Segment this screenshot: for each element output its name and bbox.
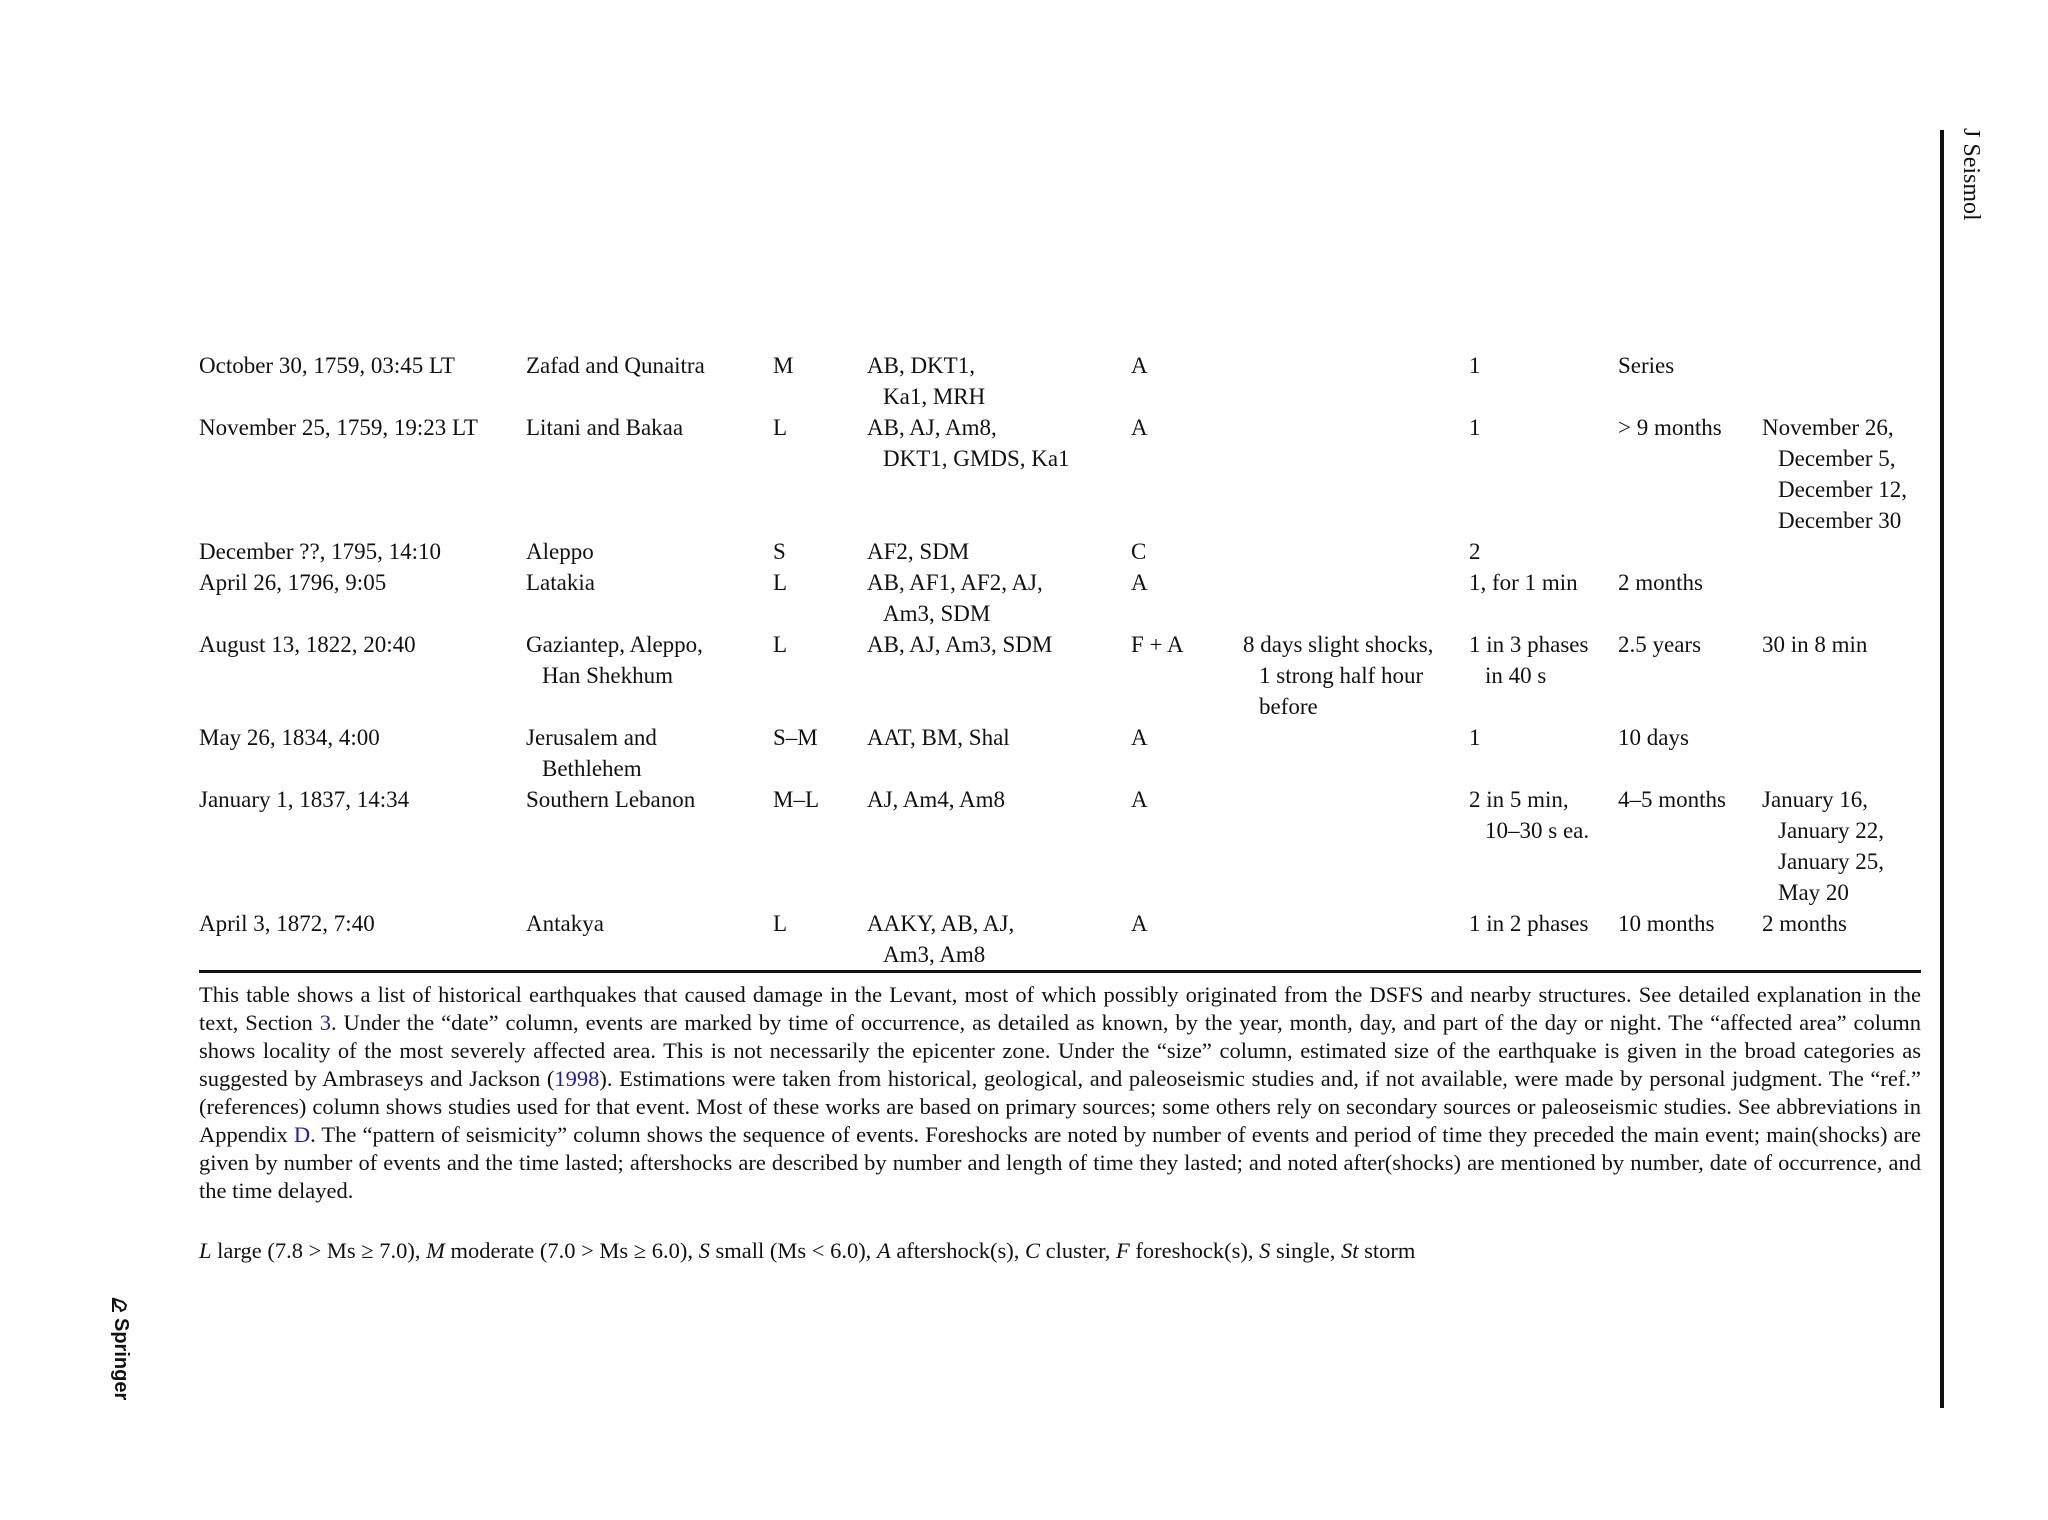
cell-line: Zafad and Qunaitra <box>526 353 705 378</box>
legend-text: cluster, <box>1040 1238 1116 1263</box>
cell-line: 2 in 5 min, <box>1469 787 1569 812</box>
cell-mainshocks <box>1469 536 1618 567</box>
citation-link[interactable]: 1998 <box>554 1066 600 1091</box>
cell-line: 1 <box>1469 725 1481 750</box>
legend-abbr: S <box>1259 1238 1271 1263</box>
cell-date <box>199 536 526 567</box>
cell-type <box>1131 784 1243 908</box>
cell-size <box>773 350 867 412</box>
cell-noted-aftershocks <box>1762 412 1921 536</box>
cell-line: 1 strong half hour <box>1259 663 1424 688</box>
cell-ref <box>867 908 1131 972</box>
cell-type <box>1131 908 1243 972</box>
cell-line: A <box>1131 353 1148 378</box>
table-footnote <box>199 981 1921 1205</box>
cell-line: C <box>1131 539 1147 564</box>
cell-line: 2 <box>1469 539 1481 564</box>
cell-foreshocks <box>1243 567 1469 629</box>
cell-line: November 26, <box>1762 415 1894 440</box>
cell-mainshocks <box>1469 412 1618 536</box>
springer-horse-icon <box>112 1296 130 1314</box>
cell-ref <box>867 567 1131 629</box>
cell-foreshocks <box>1243 412 1469 536</box>
cell-line: M <box>773 353 794 378</box>
cell-line: Am3, Am8 <box>883 942 986 967</box>
cell-foreshocks <box>1243 722 1469 784</box>
cell-noted-aftershocks <box>1762 567 1921 629</box>
cell-date <box>199 908 526 972</box>
cell-foreshocks <box>1243 350 1469 412</box>
legend-abbr: A <box>876 1238 891 1263</box>
cell-size <box>773 722 867 784</box>
cell-line: January 25, <box>1778 849 1885 874</box>
cell-line: 10 months <box>1618 911 1715 936</box>
cell-line: AJ, Am4, Am8 <box>867 787 1006 812</box>
cell-line: 8 days slight shocks, <box>1243 632 1434 657</box>
cell-line: in 40 s <box>1485 663 1547 688</box>
cell-ref <box>867 536 1131 567</box>
legend-text: small (Ms < 6.0), <box>709 1238 877 1263</box>
publisher-name: Springer <box>110 1318 132 1401</box>
cell-line: December 5, <box>1778 446 1896 471</box>
cell-noted-aftershocks <box>1762 722 1921 784</box>
cell-line: 4–5 months <box>1618 787 1726 812</box>
cell-line: AAT, BM, Shal <box>867 725 1010 750</box>
legend-abbr: St <box>1340 1238 1359 1263</box>
cell-noted-aftershocks <box>1762 350 1921 412</box>
cell-line: January 1, 1837, 14:34 <box>199 787 410 812</box>
cell-type <box>1131 722 1243 784</box>
cell-line: 2 months <box>1762 911 1847 936</box>
cell-line: A <box>1131 415 1148 440</box>
cell-line: 30 in 8 min <box>1762 632 1868 657</box>
cell-size <box>773 629 867 722</box>
legend-abbr: M <box>426 1238 445 1263</box>
cell-line: Gaziantep, Aleppo, <box>526 632 703 657</box>
legend-abbr: F <box>1115 1238 1130 1263</box>
cell-line: Ka1, MRH <box>883 384 986 409</box>
cell-aftershocks <box>1618 908 1762 972</box>
table-body <box>199 350 1921 972</box>
cell-line: 1 <box>1469 353 1481 378</box>
cell-date <box>199 722 526 784</box>
legend-text: aftershock(s), <box>890 1238 1026 1263</box>
cell-line: November 25, 1759, 19:23 LT <box>199 415 478 440</box>
legend-abbr: L <box>199 1238 212 1263</box>
cell-mainshocks <box>1469 567 1618 629</box>
cell-type <box>1131 412 1243 536</box>
cell-line: January 16, <box>1762 787 1869 812</box>
table-row <box>199 567 1921 629</box>
cell-area <box>526 784 773 908</box>
cell-ref <box>867 629 1131 722</box>
cell-line: Am3, SDM <box>883 601 991 626</box>
cell-noted-aftershocks <box>1762 536 1921 567</box>
cell-line: Latakia <box>526 570 595 595</box>
cell-line: L <box>773 632 788 657</box>
cell-line: 10–30 s ea. <box>1485 818 1590 843</box>
cell-ref <box>867 350 1131 412</box>
cell-aftershocks <box>1618 350 1762 412</box>
cell-line: AB, AJ, Am8, <box>867 415 997 440</box>
cell-line: AB, DKT1, <box>867 353 975 378</box>
cell-type <box>1131 536 1243 567</box>
earthquake-table <box>199 350 1921 973</box>
cell-line: October 30, 1759, 03:45 LT <box>199 353 455 378</box>
cell-line: AB, AJ, Am3, SDM <box>867 632 1053 657</box>
cell-line: AAKY, AB, AJ, <box>867 911 1015 936</box>
cell-area <box>526 350 773 412</box>
cell-line: 1 in 2 phases <box>1469 911 1589 936</box>
cell-line: > 9 months <box>1618 415 1722 440</box>
legend-abbr: S <box>698 1238 710 1263</box>
legend-text: large (7.8 > Ms ≥ 7.0), <box>211 1238 427 1263</box>
cell-line: Han Shekhum <box>542 663 673 688</box>
cell-line: December 12, <box>1778 477 1907 502</box>
cell-date <box>199 784 526 908</box>
cell-type <box>1131 629 1243 722</box>
cell-size <box>773 536 867 567</box>
cell-line: Southern Lebanon <box>526 787 696 812</box>
cell-line: A <box>1131 570 1148 595</box>
cell-type <box>1131 350 1243 412</box>
cell-line: Bethlehem <box>542 756 642 781</box>
cell-aftershocks <box>1618 784 1762 908</box>
cell-mainshocks <box>1469 629 1618 722</box>
cell-line: Aleppo <box>526 539 594 564</box>
cell-line: S <box>773 539 786 564</box>
cell-foreshocks <box>1243 908 1469 972</box>
appendix-link[interactable]: D <box>293 1122 311 1147</box>
cell-aftershocks <box>1618 536 1762 567</box>
cell-line: DKT1, GMDS, Ka1 <box>883 446 1070 471</box>
cell-line: December ??, 1795, 14:10 <box>199 539 442 564</box>
cell-line: May 20 <box>1778 880 1849 905</box>
cell-line: Antakya <box>526 911 604 936</box>
cell-mainshocks <box>1469 784 1618 908</box>
cell-line: F + A <box>1131 632 1184 657</box>
cell-line: 2 months <box>1618 570 1703 595</box>
cell-line: A <box>1131 911 1148 936</box>
cell-line: 1 in 3 phases <box>1469 632 1589 657</box>
cell-line: January 22, <box>1778 818 1885 843</box>
cell-foreshocks <box>1243 784 1469 908</box>
legend-text: storm <box>1358 1238 1416 1263</box>
legend-text: foreshock(s), <box>1129 1238 1260 1263</box>
legend-text: single, <box>1270 1238 1341 1263</box>
cell-mainshocks <box>1469 908 1618 972</box>
cell-line: Series <box>1618 353 1675 378</box>
cell-line: December 30 <box>1778 508 1902 533</box>
cell-foreshocks <box>1243 629 1469 722</box>
cell-noted-aftershocks <box>1762 908 1921 972</box>
cell-ref <box>867 412 1131 536</box>
cell-mainshocks <box>1469 350 1618 412</box>
cell-line: August 13, 1822, 20:40 <box>199 632 416 657</box>
cell-date <box>199 350 526 412</box>
cell-ref <box>867 784 1131 908</box>
cell-line: Litani and Bakaa <box>526 415 684 440</box>
cell-area <box>526 412 773 536</box>
footnote-paragraph: This table shows a list of historical earthquakes that caused damage in the Levant, most of which possibly originated from the DSFS and nearby structures. See detailed explanation in the text, Section 3. Under the “date” column, events are marked by time of occurrence, as detailed as known, by the year, month, day, and part of the day or night. The “affected area” column shows locality of the most severely affected area. This is not necessarily the epicenter zone. Under the “size” column, estimated size of the earthquake is given in the broad categories as suggested by Ambraseys and Jackson (1998). Estimations were taken from historical, geological, and paleoseismic studies and, if not available, were made by personal judgment. The “ref.” (references) column shows studies used for that event. Most of these works are based on primary sources; some others rely on secondary sources or paleoseismic studies. See abbreviations in Appendix D. The “pattern of seismicity” column shows the sequence of events. Foreshocks are noted by number of events and period of time they preceded the main event; main(shocks) are given by number of events and the time lasted; aftershocks are described by number and length of time they lasted; and noted after(shocks) are mentioned by number, date of occurrence, and the time delayed. <box>199 982 1921 1203</box>
cell-date <box>199 412 526 536</box>
cell-aftershocks <box>1618 629 1762 722</box>
cell-aftershocks <box>1618 412 1762 536</box>
cell-line: May 26, 1834, 4:00 <box>199 725 380 750</box>
table-row <box>199 536 1921 567</box>
cell-area <box>526 629 773 722</box>
cell-line: L <box>773 911 788 936</box>
legend-abbr: C <box>1025 1238 1041 1263</box>
cell-area <box>526 536 773 567</box>
cell-line: 1, for 1 min <box>1469 570 1578 595</box>
table-row <box>199 412 1921 536</box>
cell-line: Jerusalem and <box>526 725 657 750</box>
cell-line: 1 <box>1469 415 1481 440</box>
cell-area <box>526 722 773 784</box>
cell-line: 2.5 years <box>1618 632 1702 657</box>
cell-line: A <box>1131 787 1148 812</box>
cell-date <box>199 567 526 629</box>
cell-line: before <box>1259 694 1318 719</box>
cell-area <box>526 908 773 972</box>
cell-aftershocks <box>1618 567 1762 629</box>
publisher-logo <box>109 1296 132 1400</box>
cell-size <box>773 567 867 629</box>
legend-text: moderate (7.0 > Ms ≥ 6.0), <box>444 1238 699 1263</box>
cell-size <box>773 412 867 536</box>
table-row <box>199 722 1921 784</box>
cell-line: April 3, 1872, 7:40 <box>199 911 375 936</box>
cell-size <box>773 908 867 972</box>
cell-line: April 26, 1796, 9:05 <box>199 570 387 595</box>
table-row <box>199 784 1921 908</box>
cell-line: S–M <box>773 725 818 750</box>
table-row <box>199 629 1921 722</box>
cell-foreshocks <box>1243 536 1469 567</box>
abbreviation-legend <box>199 1237 1415 1265</box>
cell-area <box>526 567 773 629</box>
cell-line: A <box>1131 725 1148 750</box>
cell-line: L <box>773 570 788 595</box>
cell-line: AF2, SDM <box>867 539 970 564</box>
section-link[interactable]: 3 <box>319 1010 331 1035</box>
cell-size <box>773 784 867 908</box>
cell-line: 10 days <box>1618 725 1689 750</box>
cell-line: M–L <box>773 787 819 812</box>
cell-noted-aftershocks <box>1762 784 1921 908</box>
cell-date <box>199 629 526 722</box>
cell-aftershocks <box>1618 722 1762 784</box>
table-row <box>199 350 1921 412</box>
cell-line: L <box>773 415 788 440</box>
journal-running-head: J Seismol <box>1958 128 1984 221</box>
cell-type <box>1131 567 1243 629</box>
cell-line: AB, AF1, AF2, AJ, <box>867 570 1043 595</box>
table-row <box>199 908 1921 972</box>
cell-mainshocks <box>1469 722 1618 784</box>
cell-noted-aftershocks <box>1762 629 1921 722</box>
cell-ref <box>867 722 1131 784</box>
margin-rule <box>1940 130 1944 1408</box>
